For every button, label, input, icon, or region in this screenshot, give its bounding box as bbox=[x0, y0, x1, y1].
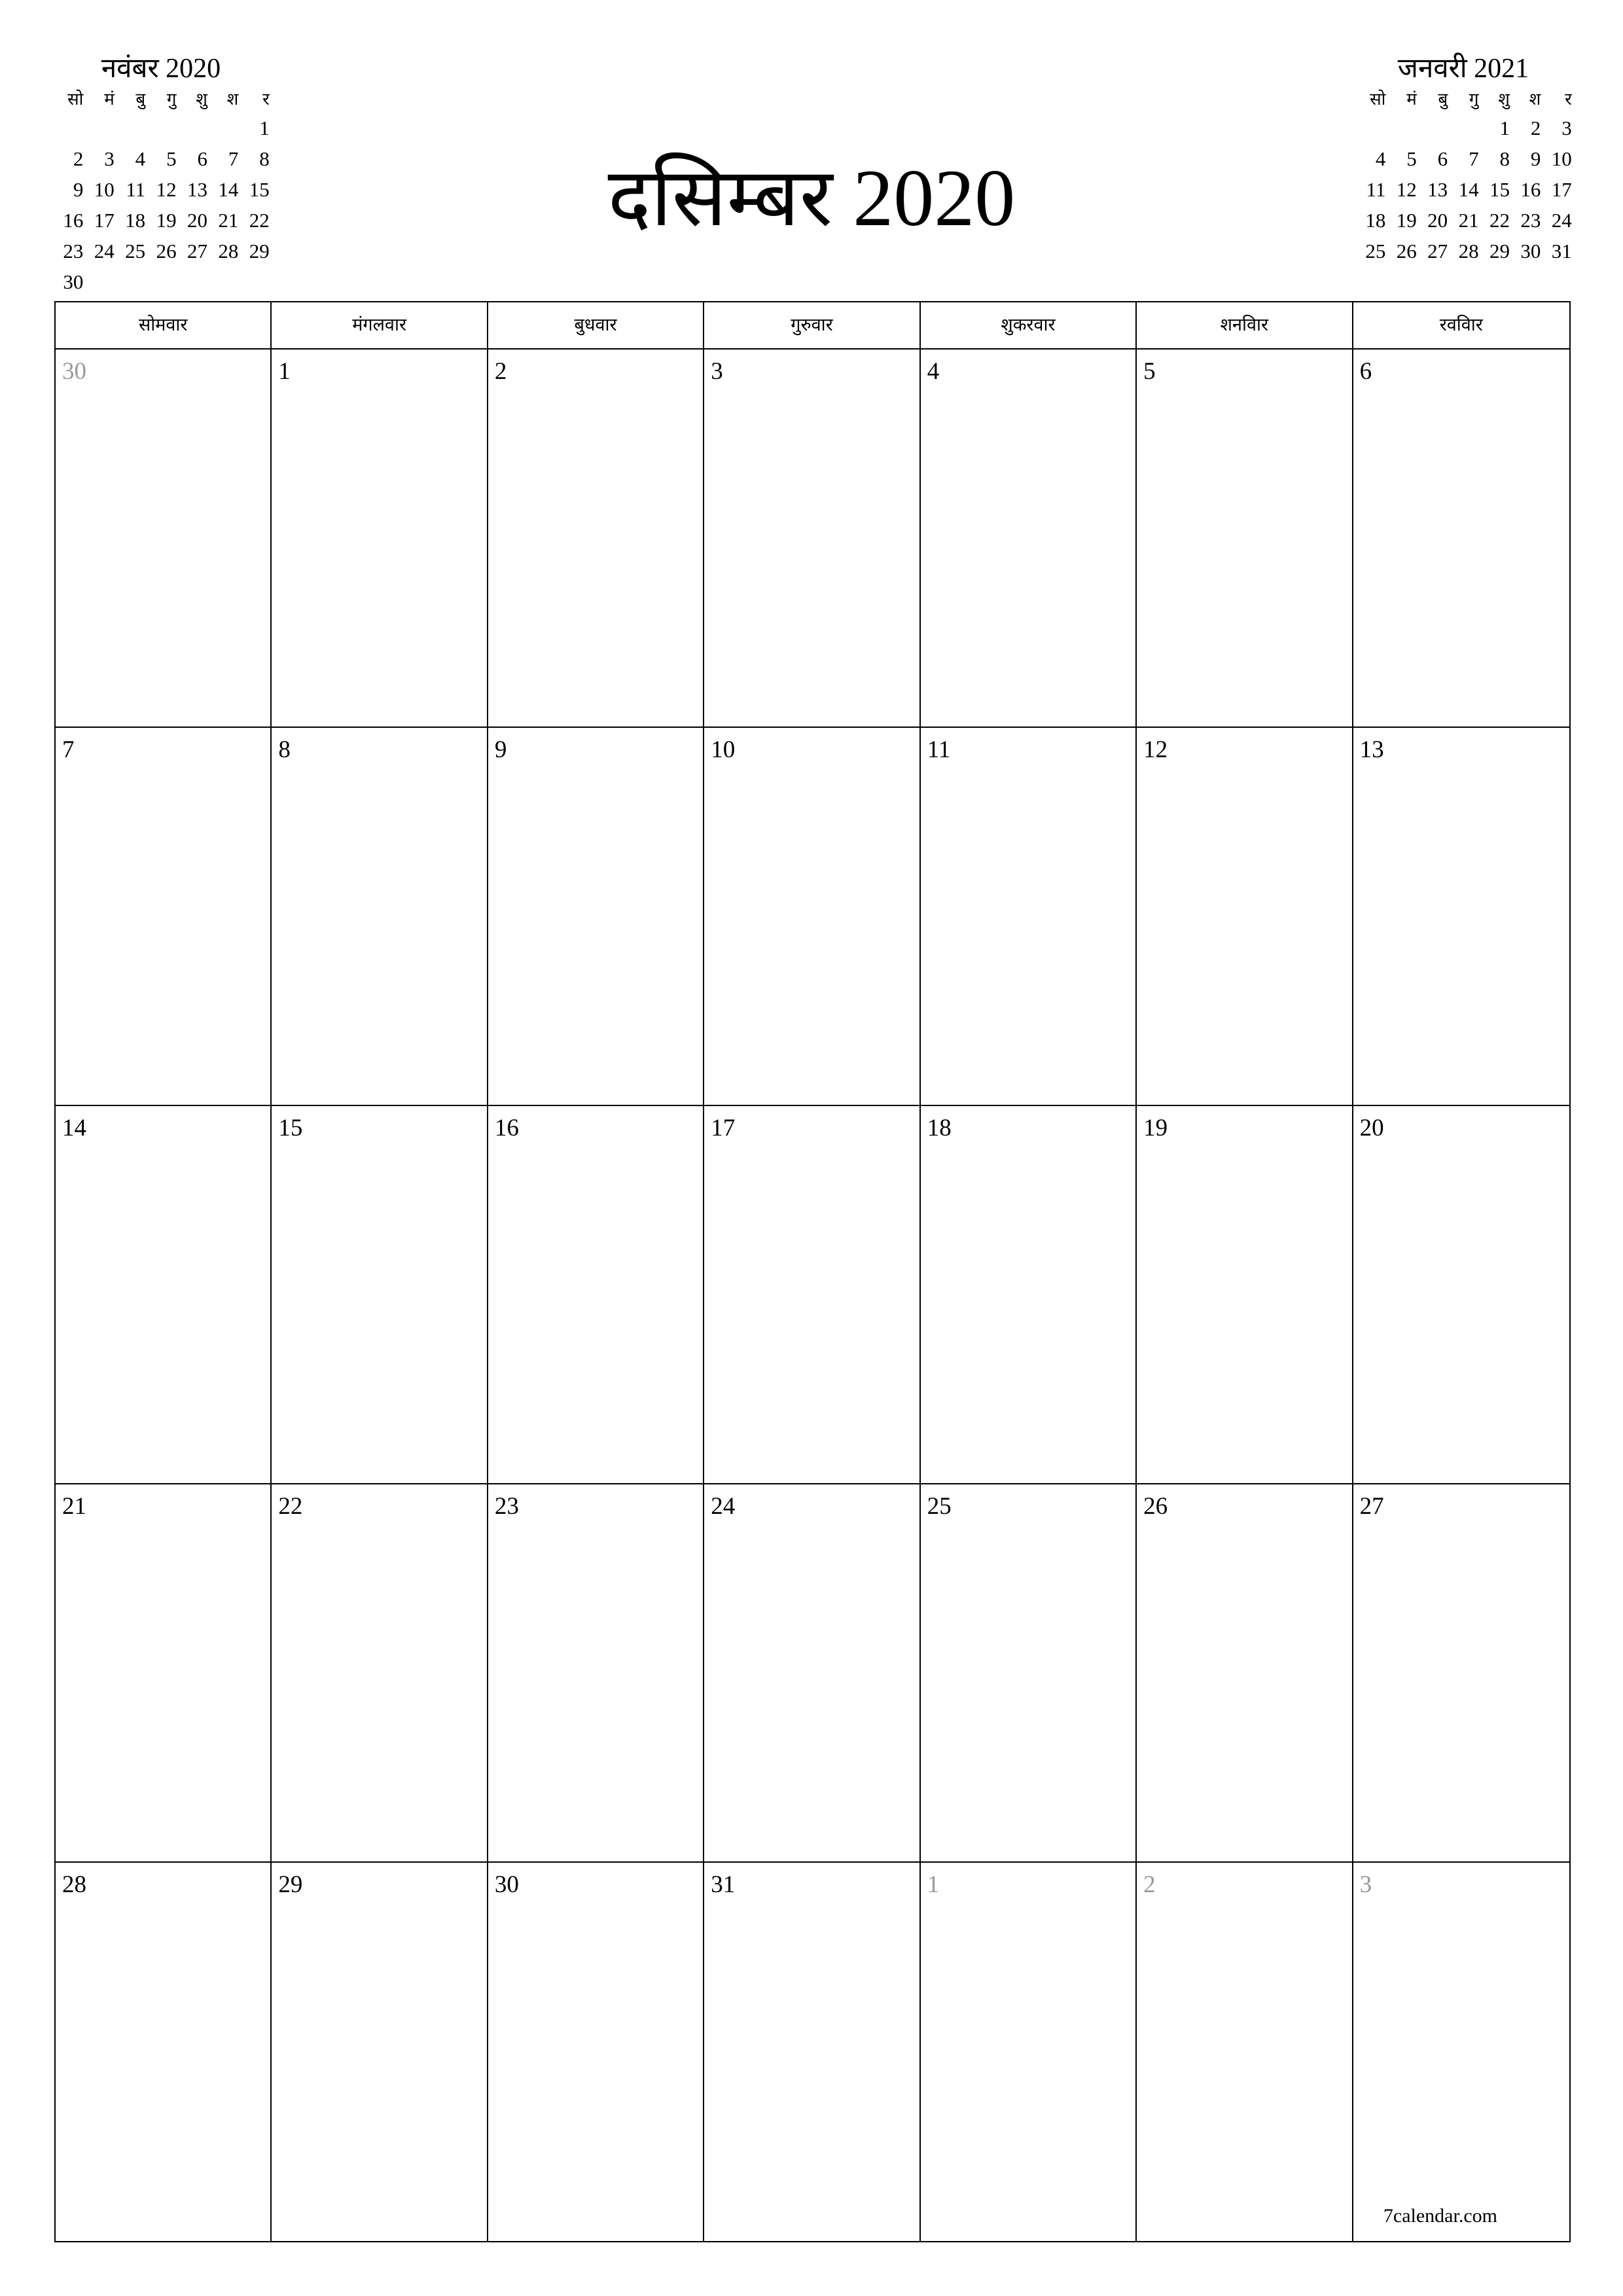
mini-day-number: 5 bbox=[166, 147, 177, 170]
mini-day-number: 7 bbox=[228, 147, 239, 170]
mini-weekday-label: र bbox=[1565, 90, 1572, 109]
mini-day-number: 26 bbox=[1396, 240, 1417, 262]
day-number: 21 bbox=[62, 1493, 86, 1520]
mini-day-number: 2 bbox=[73, 147, 84, 170]
mini-day-number: 13 bbox=[187, 178, 207, 201]
day-number: 7 bbox=[62, 736, 75, 763]
mini-calendar-title: जनवरी 2021 bbox=[1397, 54, 1529, 84]
mini-day-number: 7 bbox=[1469, 147, 1479, 170]
mini-day-number: 8 bbox=[1499, 147, 1510, 170]
mini-weekday-label: गु bbox=[166, 90, 177, 109]
weekday-header: मंगलवार bbox=[272, 302, 488, 350]
weekday-header: रववािर bbox=[1353, 302, 1569, 350]
mini-day-number: 22 bbox=[249, 209, 270, 232]
day-number: 19 bbox=[1143, 1115, 1168, 1141]
day-number: 8 bbox=[278, 736, 291, 763]
day-cell bbox=[1353, 350, 1569, 728]
day-cell bbox=[1353, 1106, 1569, 1484]
mini-day-number bbox=[1385, 113, 1416, 143]
mini-weekday-label: सो bbox=[1370, 90, 1386, 109]
mini-day-number bbox=[83, 113, 114, 143]
mini-weekday-label: शु bbox=[1498, 90, 1510, 109]
weekday-header: शुकरवार bbox=[921, 302, 1137, 350]
day-number: 23 bbox=[494, 1493, 519, 1520]
mini-weekday-label: बु bbox=[1438, 90, 1448, 109]
mini-day-number: 9 bbox=[73, 178, 84, 201]
mini-day-number: 23 bbox=[63, 240, 84, 262]
day-number: 31 bbox=[711, 1871, 736, 1898]
day-cell bbox=[1137, 1484, 1353, 1863]
day-cell bbox=[704, 1484, 920, 1863]
day-number: 18 bbox=[927, 1115, 952, 1141]
mini-day-number: 19 bbox=[156, 209, 177, 232]
mini-day-number bbox=[115, 266, 145, 297]
day-number: 14 bbox=[62, 1115, 86, 1141]
day-cell bbox=[488, 350, 704, 728]
day-number: 6 bbox=[1359, 358, 1372, 385]
day-cell bbox=[704, 350, 920, 728]
mini-calendar-title: नवंबर 2020 bbox=[101, 54, 221, 84]
day-number: 20 bbox=[1359, 1115, 1384, 1141]
mini-weekday-label: गु bbox=[1469, 90, 1479, 109]
day-number: 4 bbox=[927, 358, 940, 385]
day-number: 1 bbox=[927, 1871, 940, 1898]
mini-day-number: 31 bbox=[1551, 240, 1572, 262]
day-number: 26 bbox=[1143, 1493, 1168, 1520]
day-cell bbox=[272, 1484, 488, 1863]
day-number: 9 bbox=[494, 736, 507, 763]
mini-day-number: 18 bbox=[1365, 209, 1386, 232]
mini-day-number: 27 bbox=[1427, 240, 1448, 262]
day-number: 1 bbox=[278, 358, 291, 385]
day-cell bbox=[488, 1484, 704, 1863]
day-number: 28 bbox=[62, 1871, 86, 1898]
mini-day-number bbox=[207, 266, 238, 297]
mini-day-number bbox=[177, 113, 207, 143]
day-number: 30 bbox=[494, 1871, 519, 1898]
mini-day-number: 17 bbox=[1551, 178, 1572, 201]
day-number: 29 bbox=[278, 1871, 303, 1898]
mini-day-number: 16 bbox=[63, 209, 84, 232]
day-number: 17 bbox=[711, 1115, 736, 1141]
mini-day-number: 3 bbox=[1561, 117, 1572, 139]
day-cell bbox=[1137, 1106, 1353, 1484]
mini-weekday-label: सो bbox=[67, 90, 84, 109]
month-grid bbox=[54, 301, 1571, 2242]
mini-day-number: 22 bbox=[1489, 209, 1510, 232]
mini-day-number: 19 bbox=[1396, 209, 1417, 232]
day-number: 12 bbox=[1143, 736, 1168, 763]
mini-day-number: 3 bbox=[104, 147, 115, 170]
day-cell bbox=[704, 1106, 920, 1484]
day-cell bbox=[272, 350, 488, 728]
day-number: 2 bbox=[494, 358, 507, 385]
mini-weekday-label: श bbox=[226, 90, 239, 109]
mini-day-number: 20 bbox=[187, 209, 207, 232]
mini-weekday-label: र bbox=[262, 90, 270, 109]
day-number: 13 bbox=[1359, 736, 1384, 763]
day-cell bbox=[921, 1484, 1137, 1863]
mini-day-number bbox=[177, 266, 207, 297]
day-cell bbox=[1137, 728, 1353, 1106]
mini-day-number: 14 bbox=[218, 178, 239, 201]
mini-day-number: 24 bbox=[94, 240, 115, 262]
mini-day-number: 28 bbox=[1458, 240, 1479, 262]
mini-day-number bbox=[1448, 113, 1478, 143]
day-number: 15 bbox=[278, 1115, 303, 1141]
mini-weekday-label: श bbox=[1529, 90, 1541, 109]
weekday-header: शनविार bbox=[1137, 302, 1353, 350]
mini-day-number: 9 bbox=[1530, 147, 1541, 170]
mini-day-number: 10 bbox=[94, 178, 115, 201]
mini-day-number bbox=[115, 113, 145, 143]
weekday-header: गुरुवार bbox=[704, 302, 920, 350]
day-cell bbox=[272, 728, 488, 1106]
mini-day-number: 11 bbox=[126, 178, 146, 201]
mini-day-number: 21 bbox=[1458, 209, 1479, 232]
mini-day-number: 5 bbox=[1406, 147, 1417, 170]
mini-day-number: 1 bbox=[259, 117, 270, 139]
day-number: 16 bbox=[494, 1115, 519, 1141]
day-number: 5 bbox=[1143, 358, 1156, 385]
day-cell bbox=[921, 1106, 1137, 1484]
mini-weekday-label: बु bbox=[135, 90, 146, 109]
mini-day-number: 24 bbox=[1551, 209, 1572, 232]
day-cell bbox=[488, 728, 704, 1106]
day-number: 30 bbox=[62, 358, 86, 385]
day-number: 27 bbox=[1359, 1493, 1384, 1520]
mini-day-number: 18 bbox=[125, 209, 146, 232]
mini-day-number: 6 bbox=[197, 147, 207, 170]
mini-day-number: 10 bbox=[1551, 147, 1572, 170]
day-cell bbox=[921, 350, 1137, 728]
day-cell bbox=[272, 1106, 488, 1484]
day-number: 25 bbox=[927, 1493, 952, 1520]
mini-day-number: 6 bbox=[1437, 147, 1448, 170]
day-cell bbox=[1137, 1863, 1353, 2241]
mini-day-number: 14 bbox=[1458, 178, 1479, 201]
mini-day-number bbox=[1355, 113, 1385, 143]
day-number: 11 bbox=[927, 736, 951, 763]
mini-day-number: 1 bbox=[1499, 117, 1510, 139]
mini-day-number: 27 bbox=[187, 240, 207, 262]
weekday-header: सोमवार bbox=[56, 302, 272, 350]
mini-day-number bbox=[145, 113, 176, 143]
mini-day-number: 29 bbox=[249, 240, 270, 262]
day-number: 22 bbox=[278, 1493, 303, 1520]
mini-day-number: 12 bbox=[1396, 178, 1417, 201]
mini-day-number: 28 bbox=[218, 240, 239, 262]
mini-day-number bbox=[238, 266, 269, 297]
mini-weekday-label: शु bbox=[196, 90, 207, 109]
mini-day-number: 17 bbox=[94, 209, 115, 232]
mini-day-number: 21 bbox=[218, 209, 239, 232]
mini-day-number: 12 bbox=[156, 178, 177, 201]
day-cell bbox=[1353, 1863, 1569, 2241]
mini-day-number: 15 bbox=[249, 178, 270, 201]
page-title: दसिम्बर 2020 bbox=[607, 153, 1016, 243]
day-cell bbox=[56, 1863, 272, 2241]
mini-day-number: 26 bbox=[156, 240, 177, 262]
mini-day-number: 15 bbox=[1489, 178, 1510, 201]
mini-day-number: 30 bbox=[1520, 240, 1541, 262]
mini-day-number: 2 bbox=[1530, 117, 1541, 139]
mini-day-number: 11 bbox=[1366, 178, 1386, 201]
mini-day-number: 16 bbox=[1520, 178, 1541, 201]
mini-day-number: 23 bbox=[1520, 209, 1541, 232]
day-cell bbox=[1353, 1484, 1569, 1863]
mini-day-number: 25 bbox=[125, 240, 146, 262]
day-cell bbox=[56, 1484, 272, 1863]
mini-day-number: 13 bbox=[1427, 178, 1448, 201]
day-cell bbox=[1137, 350, 1353, 728]
site-credit: 7calendar.com bbox=[1383, 2205, 1497, 2227]
mini-calendar-next-month bbox=[1355, 52, 1572, 266]
mini-day-number bbox=[145, 266, 176, 297]
mini-day-number: 29 bbox=[1489, 240, 1510, 262]
mini-day-number: 8 bbox=[259, 147, 270, 170]
day-cell bbox=[704, 1863, 920, 2241]
mini-weekday-label: मं bbox=[1406, 90, 1417, 109]
day-number: 3 bbox=[1359, 1871, 1372, 1898]
day-cell bbox=[56, 728, 272, 1106]
mini-day-number bbox=[52, 113, 83, 143]
mini-day-number: 30 bbox=[63, 270, 84, 293]
mini-day-number: 25 bbox=[1365, 240, 1386, 262]
day-number: 2 bbox=[1143, 1871, 1156, 1898]
mini-day-number: 4 bbox=[1375, 147, 1386, 170]
day-number: 24 bbox=[711, 1493, 736, 1520]
mini-day-number bbox=[83, 266, 114, 297]
day-number: 10 bbox=[711, 736, 736, 763]
day-cell bbox=[56, 1106, 272, 1484]
weekday-header: बुधवार bbox=[488, 302, 704, 350]
mini-day-number: 4 bbox=[135, 147, 146, 170]
mini-day-number: 20 bbox=[1427, 209, 1448, 232]
mini-weekday-label: मं bbox=[104, 90, 115, 109]
day-cell bbox=[921, 1863, 1137, 2241]
day-cell bbox=[921, 728, 1137, 1106]
day-number: 3 bbox=[711, 358, 723, 385]
mini-day-number bbox=[207, 113, 238, 143]
day-cell bbox=[56, 350, 272, 728]
mini-day-number bbox=[1417, 113, 1448, 143]
day-cell bbox=[704, 728, 920, 1106]
day-cell bbox=[1353, 728, 1569, 1106]
day-cell bbox=[488, 1106, 704, 1484]
day-cell bbox=[272, 1863, 488, 2241]
day-cell bbox=[488, 1863, 704, 2241]
mini-calendar-grid bbox=[1355, 86, 1572, 266]
